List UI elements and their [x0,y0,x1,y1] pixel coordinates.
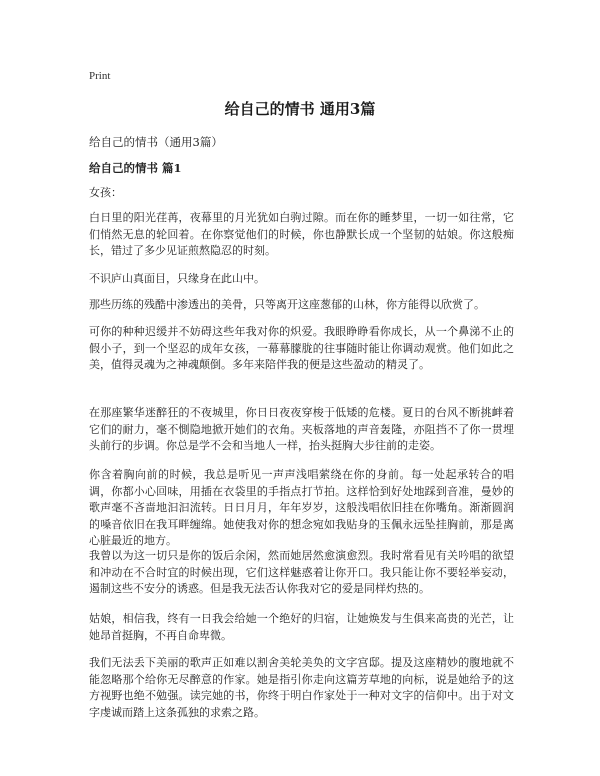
paragraph: 那些历练的残酷中渗透出的美骨，只等离开这座葱郁的山林，你方能得以欣赏了。 [89,298,485,311]
document-subtitle: 给自己的情书（通用3篇） [89,135,223,149]
paragraph: 可你的种种迟缓并不妨碍这些年我对你的炽爱。我眼睁睁看你成长，从一个鼻涕不止的假小子，到一个坚忍的成年女孩，一幕幕朦胧的往事随时能让你调动观赏。他们如此之美，值得灵魂为之神魂颠倒。多年来陪伴我的便是这些盈动的精灵了。 [89,325,514,371]
paragraph: 在那座繁华迷醉狂的不夜城里，你日日夜夜穿梭于低矮的危楼。夏日的台风不断挑衅着它们的耐力，毫不惻隐地掀开她们的衣角。夹板落地的声音轰隆，亦阻挡不了你一贯埋头前行的步调。你总是学不会和当地人一样，抬头挺胸大步往前的走姿。 [89,406,514,452]
paragraph: 白日里的阳光荏苒，夜幕里的月光犹如白驹过隙。而在你的睡梦里，一切一如往常，它们悄然无息的轮回着。在你察觉他们的时候，你也静默长成一个坚韧的姑娘。你这般痴长，错过了多少见证煎熬隐忍的时刻。 [89,211,514,257]
section-title: 给自己的情书 篇1 [89,161,182,175]
paragraph: 我们无法丢下美丽的歌声正如难以割舍美轮美奂的文字宫邸。提及这座精妙的腹地就不能忽略那个给你无尽醉意的作家。她是指引你走向这篇芳草地的向标，说是她给予的这方视野也绝不勉强。读完她的书，你终于明白作家处于一种对文字的信仰中。出于对文字虔诚而踏上这条孤独的求索之路。 [89,656,514,719]
print-link[interactable]: Print [89,70,111,82]
paragraph: 你含着胸向前的时候，我总是听见一声声浅唱萦绕在你的身前。每一处起承转合的唱调，你都小心回味，用插在衣袋里的手指点打节拍。这样恰到好处地踩到音准，曼妙的歌声毫不吝啬地汩汩流转。日日月月，年年岁岁，这般浅唱依旧挂在你嘴角。渐渐圆润的嗓音依旧在我耳畔缠绵。她使我对你的想念宛如我贴身的玉佩永远坠挂胸前，那是离心脏最近的地方。 [89,468,514,547]
paragraph: 姑娘，相信我，终有一日我会给她一个绝好的归宿，让她焕发与生俱来高贵的光芒，让她昂首挺胸，不再自命卑微。 [89,612,514,642]
paragraph: 女孩： [89,186,122,199]
paragraph: 不识庐山真面目，只缘身在此山中。 [89,272,265,285]
page-title: 给自己的情书 通用3篇 [224,100,376,118]
paragraph: 我曾以为这一切只是你的饭后余闲，然而她居然愈演愈烈。我时常看见有关吟唱的欲望和冲动在不合时宜的时候出现，它们这样魅惑着让你开口。我只能让你不要轻举妄动，遏制这些不安分的诱惑。但是我无法否认你我对它的爱是同样灼热的。 [89,549,514,595]
